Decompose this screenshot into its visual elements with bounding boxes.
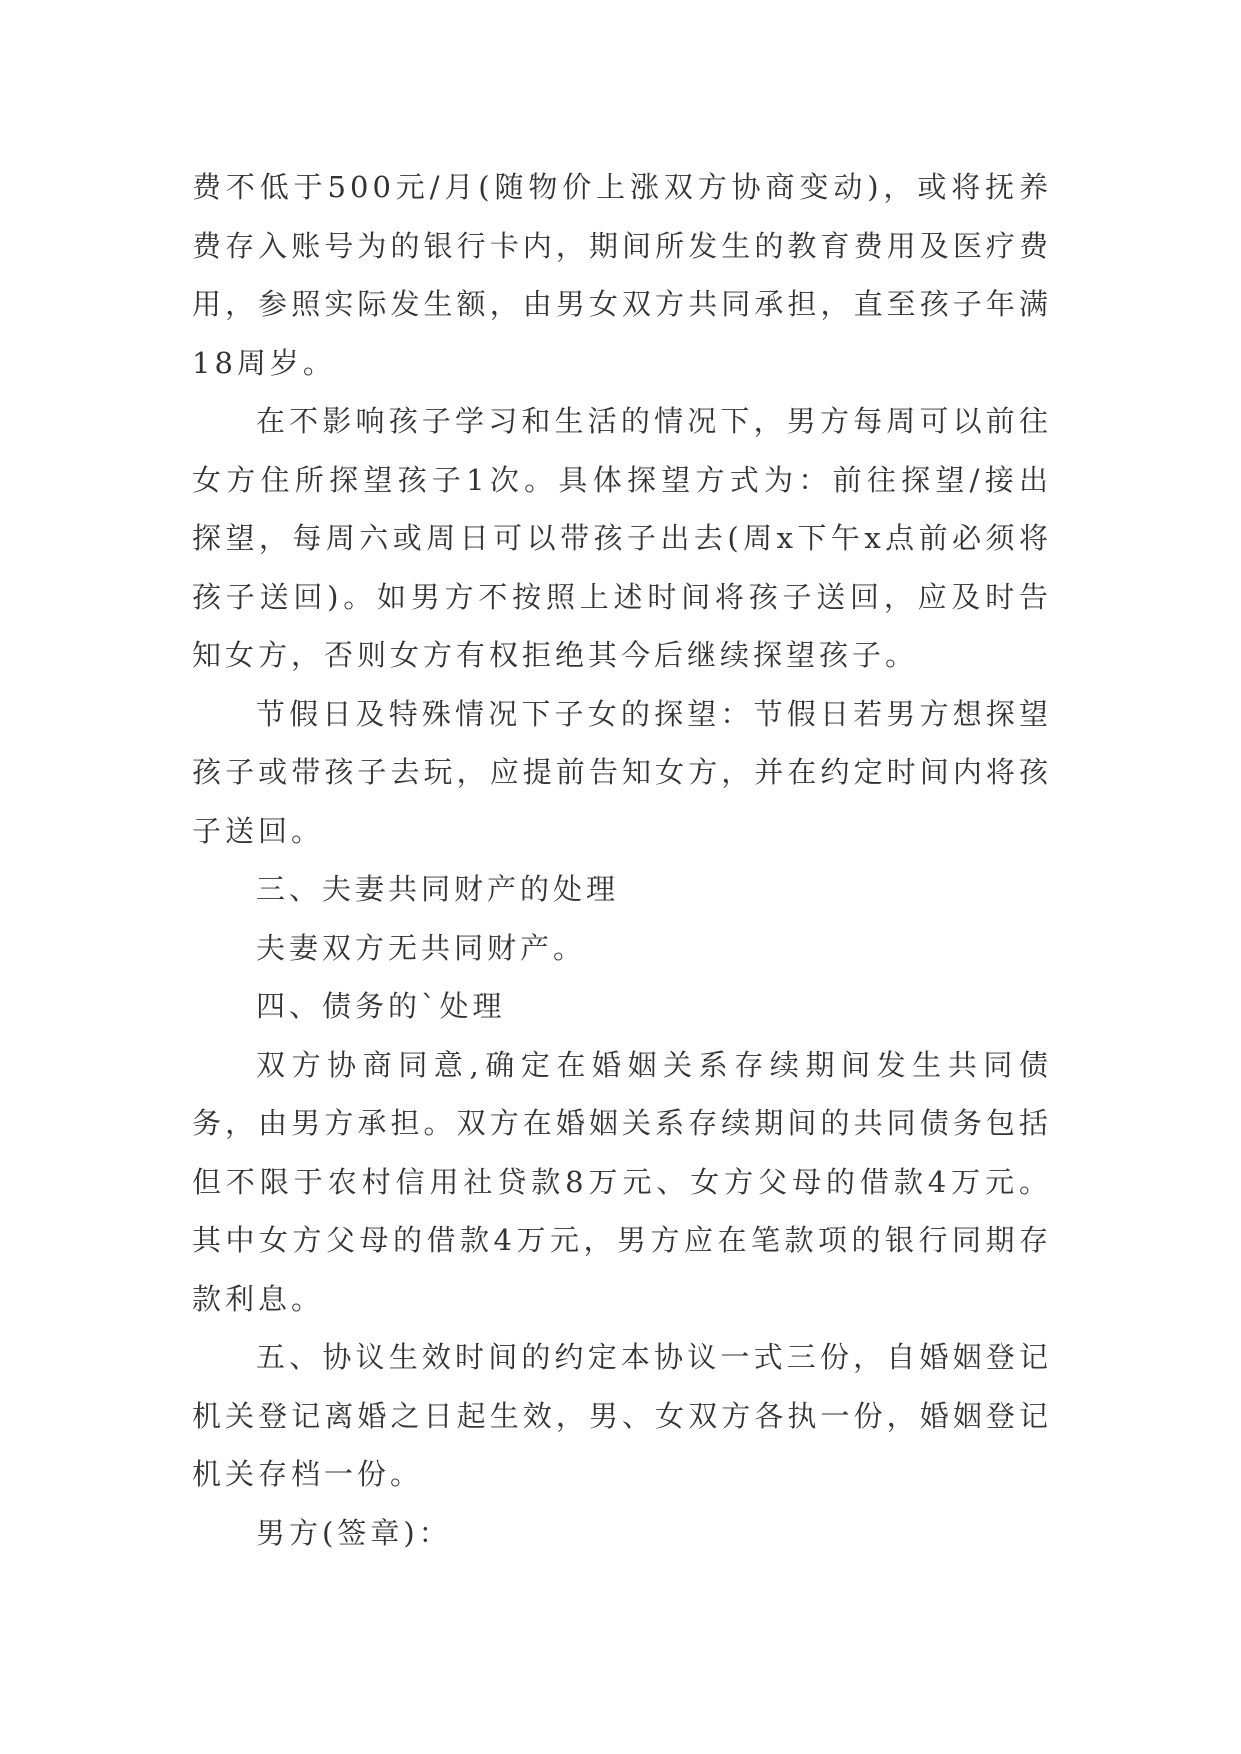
heading-joint-property: 三、夫妻共同财产的处理: [256, 872, 620, 906]
signature-line-husband: 男方(签章)：: [256, 1515, 452, 1550]
paragraph-debts: 双方协商同意,确定在婚姻关系存续期间发生共同债务，由男方承担。双方在婚姻关系存续期间的共同债务包括但不限于农村信用社贷款8万元、女方父母的借款4万元。其中女方父母的借款4万元，男方应在笔款项的银行同期存款利息。: [192, 1047, 1052, 1316]
paragraph-effective-date: 五、协议生效时间的约定本协议一式三份，自婚姻登记机关登记离婚之日起生效，男、女双方各执一份，婚姻登记机关存档一份。: [192, 1340, 1052, 1491]
paragraph-holiday-visitation: 节假日及特殊情况下子女的探望：节假日若男方想探望孩子或带孩子去玩，应提前告知女方，并在约定时间内将孩子送回。: [192, 696, 1052, 848]
paragraph-no-joint-property: 夫妻双方无共同财产。: [256, 930, 587, 965]
heading-debt-handling: 四、债务的`处理: [256, 989, 506, 1023]
paragraph-child-support: 费不低于500元/月(随物价上涨双方协商变动)，或将抚养费存入账号为的银行卡内，期间所发生的教育费用及医疗费用，参照实际发生额，由男女双方共同承担，直至孩子年满18周岁。: [192, 170, 1052, 380]
document-body: [192, 158, 1052, 1562]
paragraph-visitation: 在不影响孩子学习和生活的情况下，男方每周可以前往女方住所探望孩子1次。具体探望方式为：前往探望/接出探望，每周六或周日可以带孩子出去(周x下午x点前必须将孩子送回)。如男方不按照上述时间将孩子送回，应及时告知女方，否则女方有权拒绝其今后继续探望孩子。: [192, 404, 1052, 672]
